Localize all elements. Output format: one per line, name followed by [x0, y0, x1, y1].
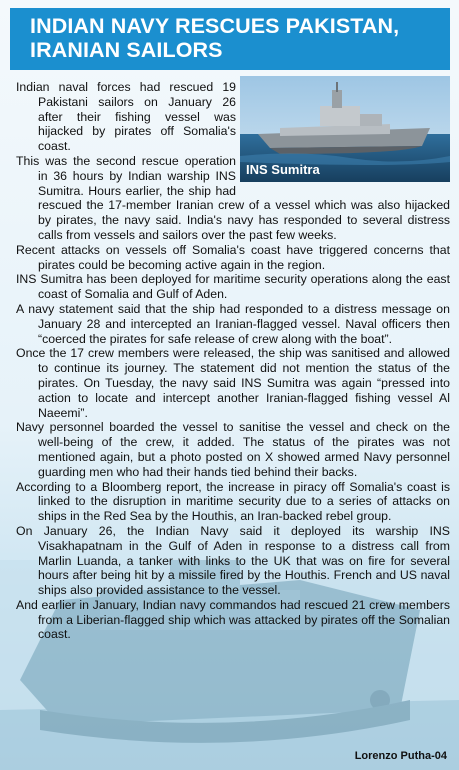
article-body — [16, 80, 450, 642]
paragraph: This was the second rescue operation in 36 hours by Indian warship INS Sumitra. Hours earlier, the ship had rescued the 17-member Iranian crew of a vessel which was also hijacked by pirates, the navy said. India's navy has responded to several distress calls from vessels and sailors over the past few weeks. — [16, 153, 450, 242]
paragraph: Recent attacks on vessels off Somalia's coast have triggered concerns that pirates could be becoming active again in the region. — [16, 242, 450, 272]
paragraph: Navy personnel boarded the vessel to sanitise the vessel and check on the well-being of the crew, it added. The status of the pirates was not mentioned again, but a photo posted on X showed armed Navy personnel guarding men who had their hands tied behind their backs. — [16, 420, 450, 479]
paragraph: Indian naval forces had rescued 19 Pakistani sailors on January 26 after their fishing vessel was hijacked by pirates off Somalia's coast. — [16, 80, 236, 154]
paragraph: INS Sumitra has been deployed for maritime security operations along the east coast of Somalia and Gulf of Aden. — [16, 272, 450, 302]
photo-text-wrap — [236, 80, 450, 184]
headline-banner — [10, 8, 450, 70]
paragraph: A navy statement said that the ship had responded to a distress message on January 28 and intercepted an Iranian-flagged vessel. Naval officers then “coerced the pirates for safe release of crew along with the boat”. — [16, 301, 450, 346]
author-credit: Lorenzo Putha-04 — [354, 750, 447, 762]
paragraph: And earlier in January, Indian navy commandos had rescued 21 crew members from a Liberian-flagged ship which was attacked by pirates off the Somalian coast. — [16, 597, 450, 642]
photo-caption: INS Sumitra — [246, 162, 320, 177]
paragraph: Once the 17 crew members were released, the ship was sanitised and allowed to continue its journey. The statement did not mention the status of the pirates. On Tuesday, the navy said INS Sumitra was again “pressed into action to locate and intercept another Iranian-flagged fishing vessel Al Naeemi”. — [16, 346, 450, 420]
paragraph: According to a Bloomberg report, the increase in piracy off Somalia's coast is linked to the disruption in maritime security due to a series of attacks on ships in the Red Sea by the Houthis, an Iran-backed rebel group. — [16, 479, 450, 524]
headline: INDIAN NAVY RESCUES PAKISTAN, IRANIAN SAILORS — [30, 14, 400, 62]
paragraph: On January 26, the Indian Navy said it deployed its warship INS Visakhapatnam in the Gulf of Aden in response to a distress call from Marlin Luanda, a tanker with links to the UK that was on fire for several hours after being hit by a missile fired by the Houthis. French and US naval ships also provided assistance to the vessel. — [16, 523, 450, 598]
